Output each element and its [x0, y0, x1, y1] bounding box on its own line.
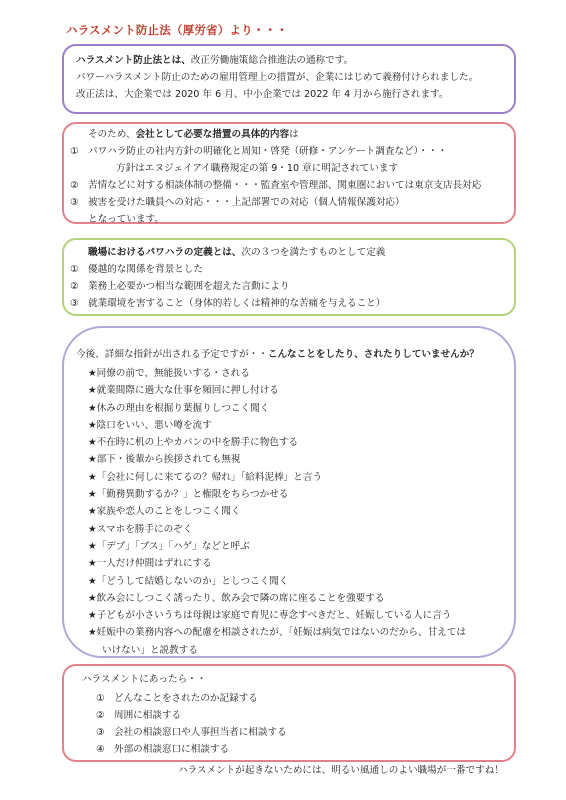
item-text: 周囲に相談する: [114, 710, 182, 721]
measures-intro: [70, 126, 506, 143]
measures-item: [70, 177, 506, 194]
page-title: ハラスメント防止法（厚労省）より・・・: [66, 23, 288, 37]
example-item: ★「デブ」「ブス」「ハゲ」などと呼ぶ: [88, 540, 250, 552]
measures-item: [70, 160, 506, 177]
step-item: [96, 690, 506, 707]
measures-intro-post: は: [289, 129, 299, 140]
item-text: 外部の相談窓口に相談する: [114, 744, 230, 755]
example-item: ★部下・後輩から挨拶されても無視: [88, 454, 241, 466]
examples-intro: [76, 346, 506, 363]
example-item: ★「勤務異動するか？」と権限をちらつかせる: [88, 489, 289, 501]
example-item: ★「会社に何しに来てるの？帰れ」「給料泥棒」と言う: [88, 471, 323, 483]
examples-box: [62, 326, 516, 658]
item-text: 業務上必要かつ相当な範囲を超えた言動により: [88, 281, 290, 292]
example-item: ★休みの理由を根掘り葉掘りしつこく聞く: [88, 402, 270, 414]
overview-line-2: パワーハラスメント防止のための雇用管理上の措置が、企業にはじめて義務付けられました。: [76, 72, 479, 83]
item-number: ④: [96, 744, 105, 755]
example-item: ★子どもが小さいうちは母親は家庭で育児に専念すべきだと、妊娠している人に言う: [88, 610, 452, 622]
examples-intro-bold: こんなことをしたり、されたりしていませんか？: [267, 349, 479, 360]
example-item: ★就業間際に過大な仕事を頻回に押し付ける: [88, 385, 279, 397]
footer-message: ハラスメントが起きないためには、明るい風通しのよい職場が一番ですね！: [178, 765, 504, 776]
item-text: となっています。: [88, 214, 164, 225]
item-number: ②: [96, 710, 105, 721]
item-text: 優越的な関係を背景とした: [88, 264, 204, 275]
definition-item: [70, 295, 506, 312]
step-item: [96, 707, 506, 724]
overview-bold: ハラスメント防止法とは、: [76, 55, 191, 66]
examples-intro-pre: 今後、詳細な指針が出される予定ですが・・: [76, 349, 268, 360]
item-text: 就業環境を害すること（身体的若しくは精神的な苦痛を与えること）: [88, 298, 386, 309]
example-item: ★一人だけ仲間はずれにする: [88, 558, 212, 570]
item-number: ①: [70, 264, 79, 275]
example-item: ★陰口をいい、悪い噂を流す: [88, 419, 212, 431]
item-text: 苦情などに対する相談体制の整備・・・監査室や管理部、関東圏においては東京支店長対応: [88, 180, 482, 191]
definition-box: [62, 238, 516, 316]
definition-intro-bold: 職場におけるパワハラの定義とは、: [88, 247, 242, 258]
law-overview-box: [62, 44, 516, 114]
item-number: ③: [96, 727, 105, 738]
example-item: ★妊娠中の業務内容への配慮を相談されたが、「妊娠は病気ではないのだから、甘えては: [88, 627, 466, 639]
overview-line-3: 改正法は、大企業では 2020 年 6 月、中小企業では 2022 年 4 月から施行されます。: [76, 89, 449, 100]
step-item: [96, 741, 506, 758]
item-number: ①: [96, 693, 105, 704]
item-text: どんなことをされたのか記録する: [114, 693, 258, 704]
example-item: ★「どうして結婚しないのか」としつこく聞く: [88, 575, 289, 587]
example-item: ★同僚の前で、無能扱いする・される: [88, 368, 250, 379]
item-number: ②: [70, 180, 79, 191]
definition-item: [70, 278, 506, 295]
measures-intro-bold: 会社として必要な措置の具体的内容: [135, 129, 290, 140]
measures-item: [70, 211, 506, 228]
what-to-do-heading: ハラスメントにあったら・・: [82, 674, 207, 685]
definition-intro-text: 次の３つを満たすものとして定義: [241, 247, 386, 258]
examples-list: [76, 365, 506, 659]
what-to-do-list: [82, 690, 506, 758]
measures-item: [70, 194, 506, 211]
measures-item: [70, 143, 506, 160]
overview-line-1: [76, 52, 504, 69]
definition-item: [70, 261, 506, 278]
item-number: ③: [70, 298, 79, 309]
measures-intro-pre: そのため、: [88, 129, 136, 140]
required-measures-box: [62, 122, 516, 224]
item-number: ①: [70, 146, 79, 157]
what-to-do-box: [62, 664, 516, 762]
example-item: ★飲み会にしつこく誘ったり、飲み会で隣の席に座ることを強要する: [88, 592, 385, 604]
item-number: ②: [70, 281, 79, 292]
item-text: パワハラ防止の社内方針の明確化と周知・啓発（研修・アンケート調査など）・・・: [88, 146, 448, 157]
step-item: [96, 724, 506, 741]
item-number: ③: [70, 197, 79, 208]
example-item-continuation: いけない」と説教する: [102, 644, 198, 656]
overview-text: 改正労働施策総合推進法の通称です。: [190, 55, 354, 66]
example-item: ★不在時に机の上やカバンの中を勝手に物色する: [88, 437, 299, 449]
item-text: 方針はエヌジェイアイ職務規定の第 9・10 章に明記されています: [116, 163, 399, 174]
example-item: ★スマホを勝手にのぞく: [88, 523, 193, 535]
item-text: 会社の相談窓口や人事担当者に相談する: [114, 727, 287, 738]
example-item: ★家族や恋人のことをしつこく聞く: [88, 506, 241, 518]
definition-intro: [70, 244, 506, 261]
item-text: 被害を受けた職員への対応・・・上記部署での対応（個人情報保護対応）: [88, 197, 405, 208]
